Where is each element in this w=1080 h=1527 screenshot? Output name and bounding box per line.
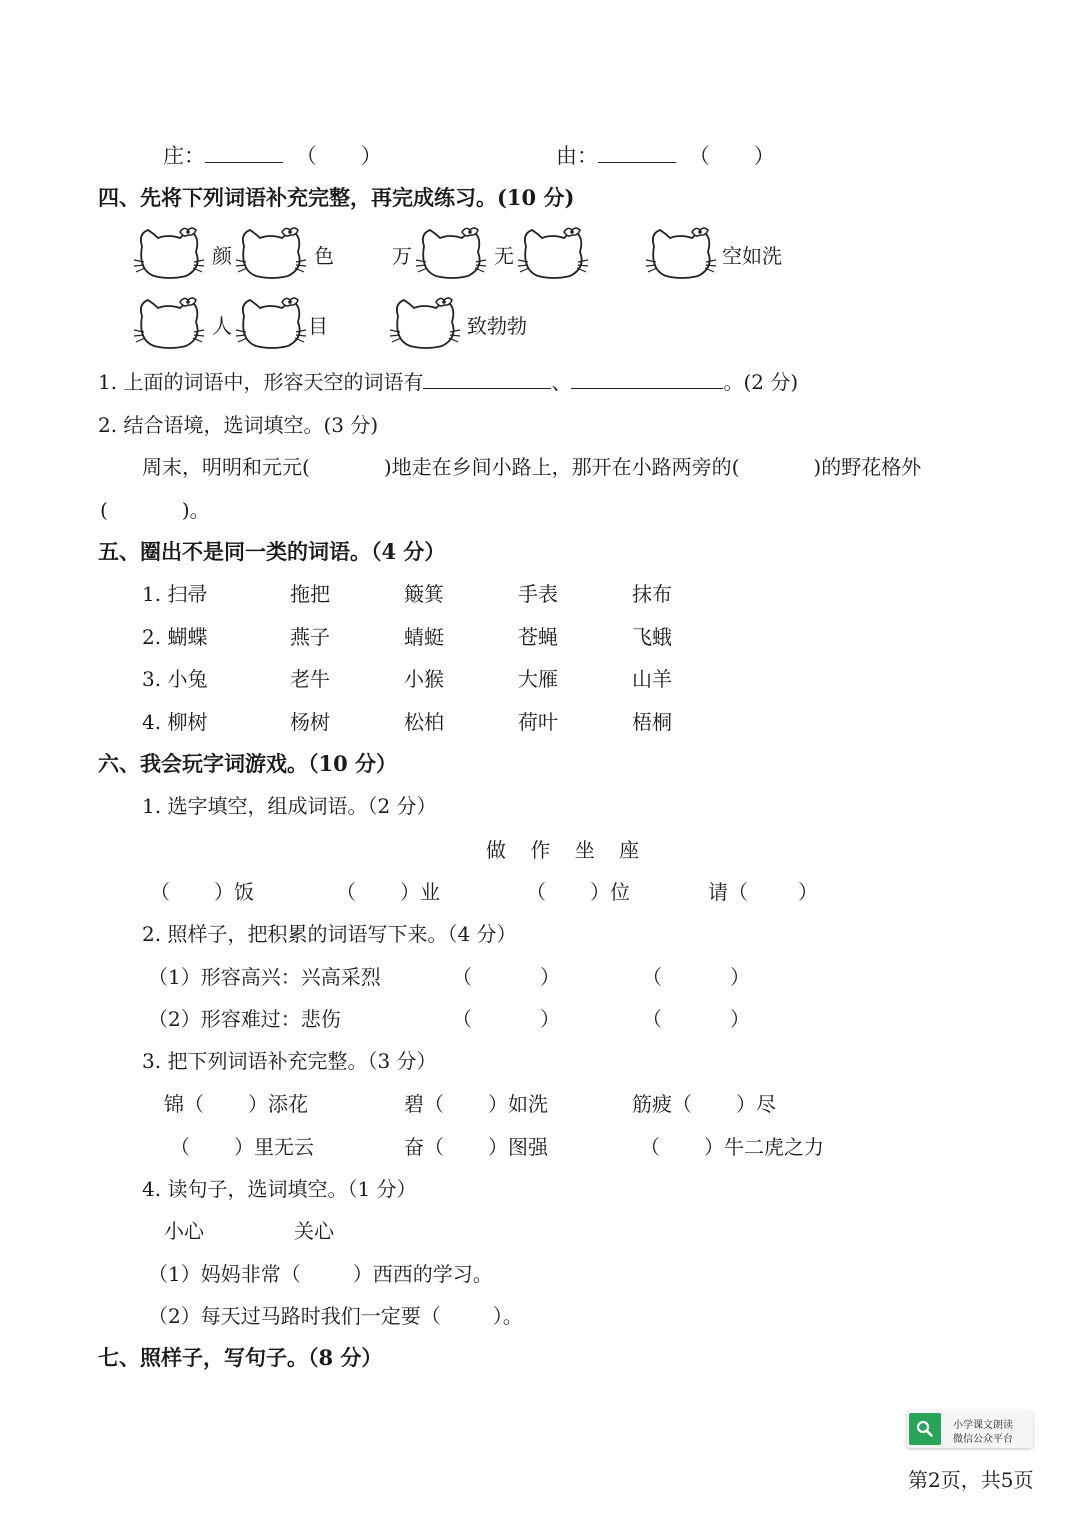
- idiom-item: [164, 1088, 308, 1117]
- text: )地走在乡间小路上，那开在小路两旁的(: [383, 455, 740, 479]
- text: （1）妈妈非常（: [148, 1262, 301, 1286]
- fill-item: [708, 876, 818, 905]
- answer-blank[interactable]: [205, 142, 283, 163]
- choice-char: 作: [530, 838, 551, 862]
- q2-happy: （1）形容高兴：兴高采烈: [148, 965, 381, 989]
- top-item-zhuang: [163, 140, 382, 170]
- word-chars: 致勃勃: [467, 314, 527, 338]
- text: （: [640, 1135, 660, 1159]
- text: 筋疲（: [632, 1092, 692, 1116]
- choice-char: 坐: [574, 838, 595, 862]
- word-item-first[interactable]: 2. 蝴蝶: [142, 625, 208, 649]
- section6-q2: 2. 照样子，把积累的词语写下来。（4 分）: [142, 922, 517, 946]
- word-item[interactable]: 松柏: [404, 710, 444, 734]
- page-number: 第2页，共5页: [908, 1468, 1034, 1492]
- q4-sentence-2: [148, 1300, 523, 1329]
- word-item[interactable]: 抹布: [632, 582, 672, 606]
- paren-close: ）: [753, 144, 775, 168]
- word-item[interactable]: 飞蛾: [632, 625, 672, 649]
- section4-q2-line2: [100, 494, 210, 523]
- choice-char: 座: [619, 838, 640, 862]
- text: ）如洗: [488, 1092, 548, 1116]
- brand-line-2: 微信公众平台: [953, 1434, 1013, 1445]
- paren-pair: （ ）: [452, 965, 560, 989]
- separator: 、: [551, 370, 572, 394]
- text: ）位: [590, 880, 630, 904]
- text: (: [100, 498, 108, 522]
- question-text: 1. 上面的词语中，形容天空的词语有: [98, 370, 424, 394]
- text: （: [336, 880, 356, 904]
- word-item[interactable]: 蜻蜓: [404, 625, 444, 649]
- q2-sad: （2）形容难过：悲伤: [148, 1007, 341, 1031]
- paren-pair: （ ）: [642, 1007, 750, 1031]
- kitty-blank-8[interactable]: [390, 294, 460, 352]
- idiom-item: [632, 1088, 776, 1117]
- word-item[interactable]: 荷叶: [518, 710, 558, 734]
- idiom-item: [640, 1131, 824, 1160]
- word-char: 目: [308, 314, 328, 338]
- text: ）尽: [736, 1092, 776, 1116]
- paren-open: （: [688, 144, 710, 168]
- word-item[interactable]: 小猴: [404, 667, 444, 691]
- word-char: 万: [392, 244, 412, 268]
- word-item-first[interactable]: 4. 柳树: [142, 710, 208, 734]
- idiom-item: [404, 1131, 548, 1160]
- section7-title: 七、照样子，写句子。（8 分）: [98, 1345, 383, 1370]
- text: )的野花格外: [813, 455, 922, 479]
- section4-q2-line1: [142, 451, 921, 480]
- kitty-blank-3[interactable]: [416, 224, 486, 282]
- kitty-blank-6[interactable]: [134, 294, 204, 352]
- section4-q1: [98, 366, 798, 395]
- paren-open: （: [295, 144, 317, 168]
- question-score: 。(2 分): [723, 370, 799, 394]
- section6-q4: 4. 读句子，选词填空。（1 分）: [142, 1177, 417, 1201]
- word-char: 无: [494, 244, 514, 268]
- section5-title: 五、圈出不是同一类的词语。（4 分）: [98, 539, 446, 564]
- text: 请（: [708, 880, 748, 904]
- kitty-blank-2[interactable]: [236, 224, 306, 282]
- fill-item: [336, 876, 440, 905]
- word-item[interactable]: 手表: [518, 582, 558, 606]
- kitty-blank-1[interactable]: [134, 224, 204, 282]
- text: （: [170, 1135, 190, 1159]
- search-icon: [909, 1413, 941, 1445]
- choice-chars: [486, 834, 639, 863]
- word-char: 色: [314, 244, 334, 268]
- word-item-first[interactable]: 1. 扫帚: [142, 582, 208, 606]
- text: )。: [181, 498, 210, 522]
- choice-char: 做: [486, 838, 506, 862]
- wechat-brand-badge[interactable]: [907, 1410, 1033, 1448]
- answer-blank[interactable]: [598, 142, 676, 163]
- paren-pair: （ ）: [452, 1007, 560, 1031]
- idiom-item: [170, 1131, 314, 1160]
- text: 周末，明明和元元(: [142, 455, 310, 479]
- word-item[interactable]: 苍蝇: [518, 625, 558, 649]
- text: ）: [798, 880, 818, 904]
- word-item[interactable]: 老牛: [290, 667, 330, 691]
- text: ）。: [492, 1304, 523, 1328]
- kitty-blank-4[interactable]: [518, 224, 588, 282]
- section6-title: 六、我会玩字词游戏。（10 分）: [98, 751, 398, 776]
- option-word: 关心: [294, 1219, 334, 1243]
- word-char: 人: [212, 314, 232, 338]
- word-item[interactable]: 燕子: [290, 625, 330, 649]
- answer-blank[interactable]: [571, 368, 723, 389]
- kitty-blank-7[interactable]: [236, 294, 306, 352]
- text: （: [150, 880, 170, 904]
- text: （: [526, 880, 546, 904]
- answer-blank[interactable]: [423, 368, 551, 389]
- brand-line-1: 小学课文朗读: [953, 1420, 1013, 1431]
- fill-item: [526, 876, 630, 905]
- text: ）业: [400, 880, 440, 904]
- text: ）饭: [214, 880, 254, 904]
- text: ）图强: [488, 1135, 548, 1159]
- text: ）西西的学习。: [352, 1262, 493, 1286]
- char-label: 庄：: [163, 144, 205, 168]
- idiom-item: [404, 1088, 548, 1117]
- paren-pair: （ ）: [642, 965, 750, 989]
- q4-sentence-1: [148, 1258, 493, 1287]
- word-item[interactable]: 杨树: [290, 710, 330, 734]
- char-label: 由：: [556, 144, 598, 168]
- word-item[interactable]: 簸箕: [404, 582, 444, 606]
- option-word: 小心: [164, 1219, 204, 1243]
- word-item[interactable]: 大雁: [518, 667, 558, 691]
- section6-q3: 3. 把下列词语补充完整。（3 分）: [142, 1049, 437, 1073]
- word-item[interactable]: 梧桐: [632, 710, 672, 734]
- section4-title: 四、先将下列词语补充完整，再完成练习。(10 分): [98, 185, 575, 210]
- word-item-first[interactable]: 3. 小兔: [142, 667, 208, 691]
- text: （2）每天过马路时我们一定要（: [148, 1304, 441, 1328]
- text: 碧（: [404, 1092, 444, 1116]
- text: 锦（: [164, 1092, 204, 1116]
- text: ）里无云: [234, 1135, 314, 1159]
- word-item[interactable]: 山羊: [632, 667, 672, 691]
- kitty-blank-5[interactable]: [646, 224, 716, 282]
- fill-item: [150, 876, 254, 905]
- top-item-you: [556, 140, 775, 170]
- word-chars: 空如洗: [722, 244, 782, 268]
- text: ）添花: [248, 1092, 308, 1116]
- section6-q1: 1. 选字填空，组成词语。（2 分）: [142, 794, 437, 818]
- text: 奋（: [404, 1135, 444, 1159]
- section4-q2: 2. 结合语境，选词填空。(3 分): [98, 413, 379, 437]
- word-char: 颜: [212, 244, 232, 268]
- paren-close: ）: [360, 144, 382, 168]
- word-item[interactable]: 拖把: [290, 582, 330, 606]
- text: ）牛二虎之力: [704, 1135, 824, 1159]
